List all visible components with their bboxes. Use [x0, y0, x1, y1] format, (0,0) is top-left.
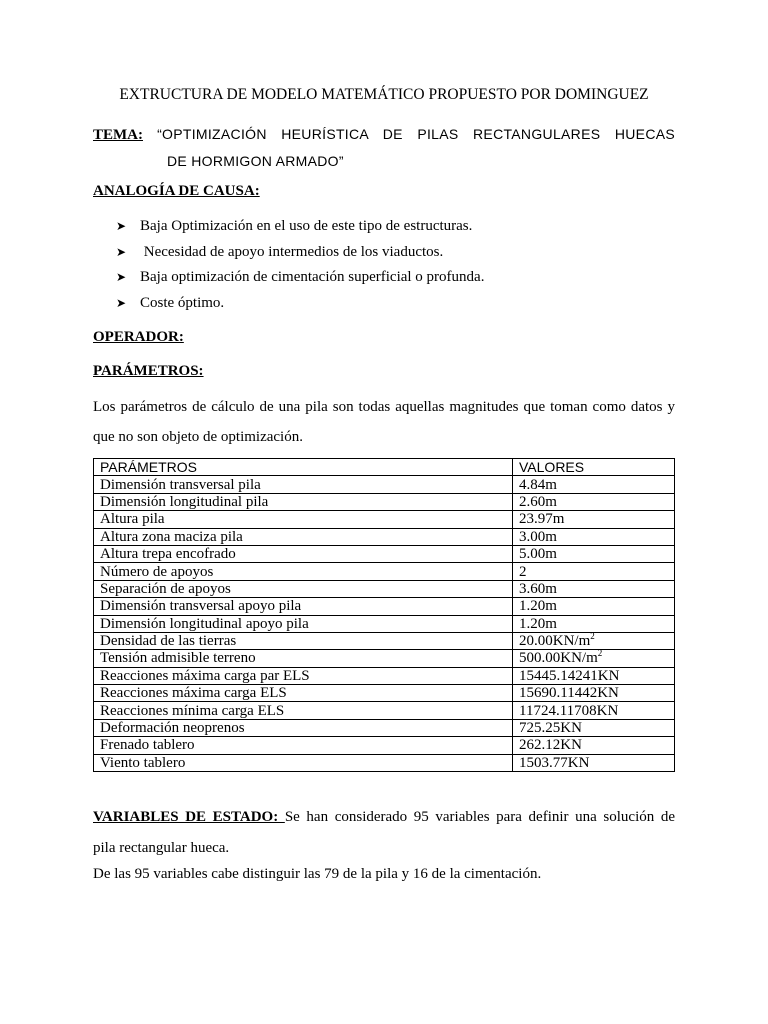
parameter-value: 1503.77KN — [519, 754, 590, 771]
variables-label: VARIABLES DE ESTADO: — [93, 809, 285, 825]
table-row — [94, 528, 675, 545]
parameter-value-cell — [513, 563, 675, 580]
parametros-intro-line-1: Los parámetros de cálculo de una pila son todas aquellas magnitudes que toman como datos y — [93, 399, 675, 415]
variables-line-1 — [93, 804, 675, 831]
parameter-value: 23.97m — [519, 511, 565, 528]
parameter-name-cell: Número de apoyos — [94, 563, 513, 580]
table-row — [94, 476, 675, 493]
table-header-row — [94, 459, 675, 476]
parameter-name-cell: Frenado tablero — [94, 737, 513, 754]
variables-line-2: pila rectangular hueca. — [93, 840, 230, 856]
parameter-value-cell — [513, 511, 675, 528]
parametros-heading: PARÁMETROS: — [93, 363, 204, 379]
parameter-value-cell — [513, 632, 675, 649]
parameter-name-cell: Densidad de las tierras — [94, 632, 513, 649]
arrow-bullet-icon: ➤ — [116, 244, 127, 259]
parameter-value: 1.20m — [519, 598, 557, 615]
parameter-value: 15445.14241KN — [519, 667, 620, 684]
table-row — [94, 632, 675, 649]
variables-block — [93, 804, 675, 862]
table-row — [94, 511, 675, 528]
operador-heading: OPERADOR: — [93, 329, 184, 345]
parameter-name-cell: Reacciones máxima carga ELS — [94, 685, 513, 702]
table-row — [94, 580, 675, 597]
list-item: ➤ Coste óptimo. — [116, 292, 484, 318]
parameter-name-cell: Reacciones máxima carga par ELS — [94, 667, 513, 684]
analogia-heading: ANALOGÍA DE CAUSA: — [93, 183, 260, 199]
tema-block — [93, 121, 675, 175]
parameter-value-cell — [513, 545, 675, 562]
arrow-bullet-icon: ➤ — [116, 270, 127, 284]
parameter-value-cell — [513, 702, 675, 719]
table-row — [94, 615, 675, 632]
parameter-value-cell — [513, 493, 675, 510]
list-item: ➤ Baja Optimización en el uso de este tipo de estructuras. — [116, 215, 484, 241]
parametros-intro-line-2: que no son objeto de optimización. — [93, 429, 303, 445]
parameter-value: 1.20m — [519, 615, 557, 632]
parameter-name-cell: Deformación neoprenos — [94, 719, 513, 736]
analogia-list — [116, 215, 484, 317]
parameter-value: 20.00KN/m — [519, 633, 591, 650]
parameter-value-cell — [513, 580, 675, 597]
parameter-value-cell — [513, 667, 675, 684]
tema-label: TEMA: — [93, 127, 143, 143]
table-row — [94, 737, 675, 754]
document-title: EXTRUCTURA DE MODELO MATEMÁTICO PROPUESTO POR DOMINGUEZ — [119, 86, 649, 103]
variables-line-3: De las 95 variables cabe distinguir las 79 de la pila y 16 de la cimentación. — [93, 866, 542, 882]
parameter-name-cell: Dimensión longitudinal apoyo pila — [94, 615, 513, 632]
arrow-bullet-icon: ➤ — [116, 219, 127, 233]
arrow-bullet-icon: ➤ — [116, 295, 127, 310]
parameter-value-cell — [513, 685, 675, 702]
parameter-name-cell: Altura trepa encofrado — [94, 545, 513, 562]
table-row — [94, 667, 675, 684]
variables-text-1: Se han considerado 95 variables para definir una solución de — [284, 809, 675, 825]
parametros-table — [93, 458, 675, 772]
table-row — [94, 493, 675, 510]
parameter-value: 4.84m — [519, 476, 557, 493]
parameter-name-cell: Separación de apoyos — [94, 580, 513, 597]
parameter-value: 15690.11442KN — [519, 685, 619, 702]
parameter-value-cell — [513, 528, 675, 545]
tema-text-1: “OPTIMIZACIÓN HEURÍSTICA DE PILAS RECTANGULARES HUECAS — [157, 126, 675, 142]
list-item: ➤ Necesidad de apoyo intermedios de los viaductos. — [116, 241, 484, 267]
table-row — [94, 650, 675, 667]
parameter-value: 725.25KN — [519, 720, 582, 737]
column-header-valores: VALORES — [513, 459, 675, 476]
table-row — [94, 719, 675, 736]
parameter-value-cell — [513, 719, 675, 736]
parameter-name-cell: Reacciones mínima carga ELS — [94, 702, 513, 719]
parameter-name-cell: Dimensión transversal apoyo pila — [94, 598, 513, 615]
parameter-name-cell: Altura pila — [94, 511, 513, 528]
parameter-value-cell — [513, 650, 675, 667]
parameter-name-cell: Tensión admisible terreno — [94, 650, 513, 667]
table-row — [94, 754, 675, 771]
parameter-value: 262.12KN — [519, 737, 582, 754]
parameter-name-cell: Dimensión longitudinal pila — [94, 493, 513, 510]
list-item: ➤ Baja optimización de cimentación superficial o profunda. — [116, 266, 484, 292]
parameter-value-cell — [513, 737, 675, 754]
unit-exponent: 2 — [590, 631, 595, 642]
parameter-value-cell — [513, 598, 675, 615]
parameter-name-cell: Viento tablero — [94, 754, 513, 771]
parameter-value-cell — [513, 754, 675, 771]
parameter-value: 500.00KN/m — [519, 650, 598, 667]
parameter-value: 3.00m — [519, 528, 557, 545]
table-row — [94, 545, 675, 562]
parameter-value: 3.60m — [519, 580, 557, 597]
tema-text-2: DE HORMIGON ARMADO” — [167, 153, 344, 169]
parameter-value-cell — [513, 615, 675, 632]
parameter-value: 11724.11708KN — [519, 702, 619, 719]
parametros-intro — [93, 392, 675, 452]
parameter-value-cell — [513, 476, 675, 493]
tema-line-1 — [93, 121, 675, 148]
column-header-parametros: PARÁMETROS — [94, 459, 513, 476]
table-row — [94, 685, 675, 702]
unit-exponent: 2 — [597, 648, 603, 659]
parameter-value: 2 — [519, 563, 527, 580]
parameter-value: 5.00m — [519, 546, 557, 563]
parameter-value: 2.60m — [519, 493, 557, 510]
table-row — [94, 563, 675, 580]
table-row — [94, 598, 675, 615]
parameter-name-cell: Altura zona maciza pila — [94, 528, 513, 545]
parameter-name-cell: Dimensión transversal pila — [94, 476, 513, 493]
table-row — [94, 702, 675, 719]
tema-line-2 — [93, 148, 675, 175]
